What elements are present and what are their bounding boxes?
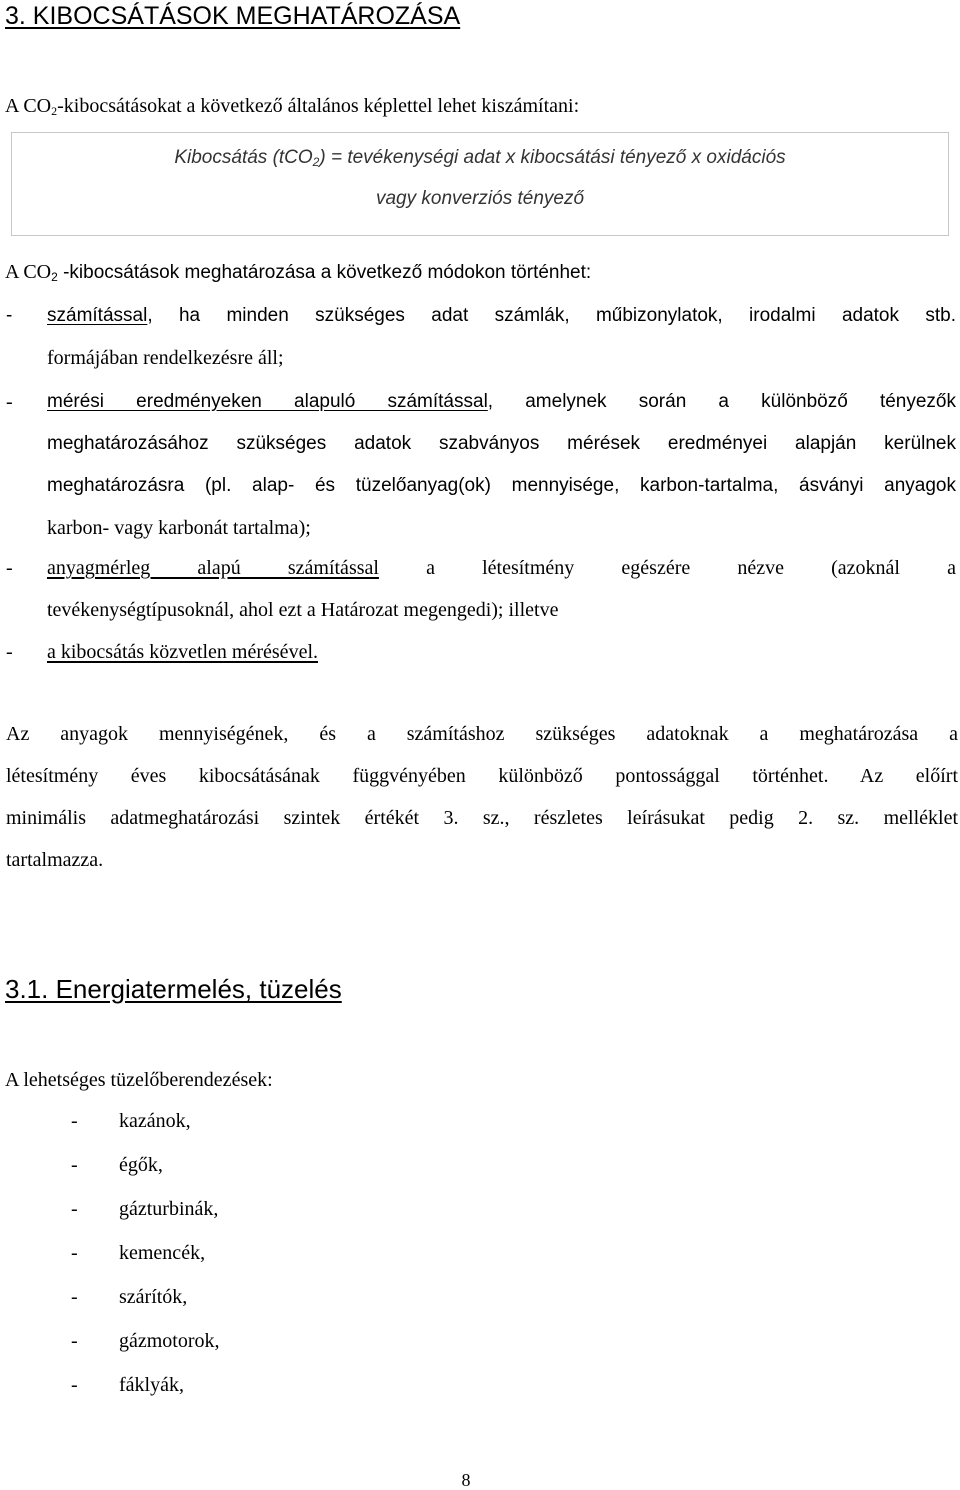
page-number: 8 — [461, 1470, 471, 1490]
formula-line-2: vagy konverziós tényező — [375, 188, 585, 209]
paragraph-line-2: létesítmény éves kibocsátásának függvényében különböző pontossággal történhet. Az előírt — [6, 765, 958, 787]
intro-line: A $CO_2$-kibocsátásokat a következő általános képlettel lehet kiszámítani: — [5, 95, 580, 118]
subsection-heading: 3.1. Energiatermelés, tüzelés — [5, 974, 342, 1004]
method-2-line-3: meghatározásra (pl. alap- és tüzelőanyag(ok) mennyisége, karbon-tartalma, ásványi anyagok — [47, 475, 956, 496]
method-2-line-2: meghatározásához szükséges adatok szabványos mérések eredményei alapján kerülnek — [47, 433, 956, 454]
method-2-line-4: karbon- vagy karbonát tartalma); — [47, 517, 311, 539]
devices-intro: A lehetséges tüzelőberendezések: — [5, 1069, 273, 1091]
formula-line-1: Kibocsátás (tCO$_2$) = tevékenységi adat x kibocsátási tényező x oxidációs — [174, 147, 786, 169]
section-heading: 3. KIBOCSÁTÁSOK MEGHATÁROZÁSA — [5, 2, 461, 30]
method-1-line-2: formájában rendelkezésre áll; — [47, 347, 284, 369]
methods-intro: A $CO_2$ -kibocsátások meghatározása a következő módokon történhet: — [5, 261, 592, 284]
paragraph-line-3: minimális adatmeghatározási szintek értékét 3. sz., részletes leírásukat pedig 2. sz. melléklet — [6, 807, 958, 829]
paragraph-line-1: Az anyagok mennyiségének, és a számításhoz szükséges adatoknak a meghatározása a — [6, 723, 958, 745]
method-3-line-2: tevékenységtípusoknál, ahol ezt a Határozat megengedi); illetve — [47, 599, 559, 621]
formula-box — [11, 132, 949, 236]
paragraph-line-4: tartalmazza. — [6, 849, 104, 871]
